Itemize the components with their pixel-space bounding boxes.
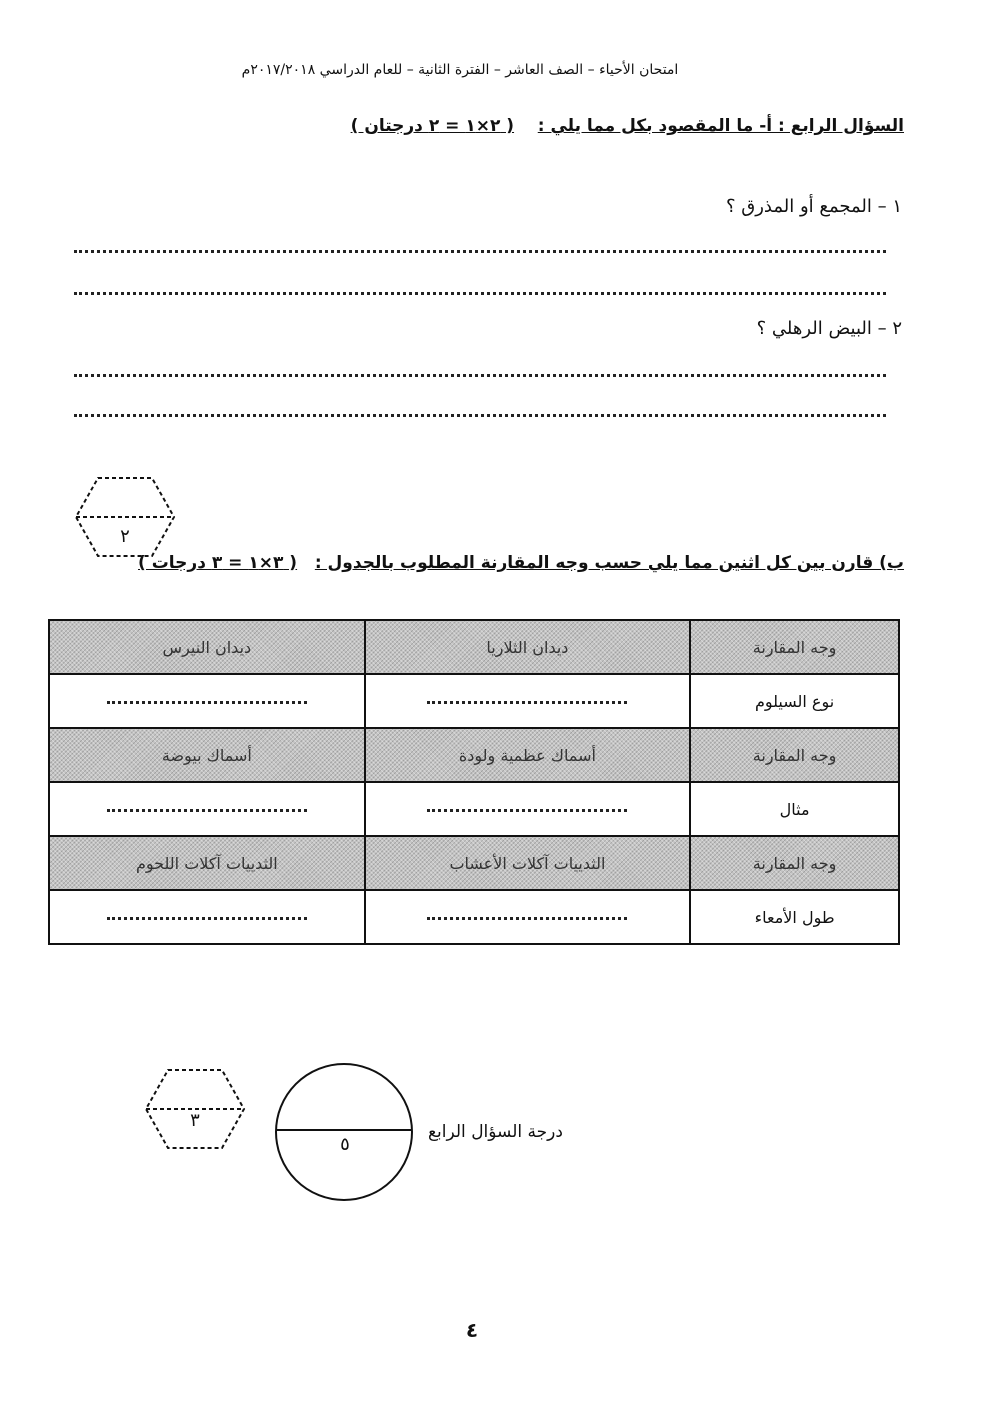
table-row xyxy=(49,890,899,944)
answer-cell[interactable] xyxy=(365,782,690,836)
answer-line[interactable] xyxy=(74,292,886,295)
answer-dotline xyxy=(427,809,627,812)
part-b-score: ٣ xyxy=(190,1110,200,1131)
row-label: وجه المقارنة xyxy=(690,728,899,782)
answer-line[interactable] xyxy=(74,414,886,417)
table-cell: ديدان النيرس xyxy=(49,620,365,674)
row-label: مثال xyxy=(690,782,899,836)
exam-header: امتحان الأحياء – الصف العاشر – الفترة الثانية – للعام الدراسي ٢٠١٧/٢٠١٨م xyxy=(241,62,679,78)
comparison-table xyxy=(48,619,900,945)
part-b-marks: ( ٣×١ = ٣ درجات ) xyxy=(138,553,298,573)
answer-line[interactable] xyxy=(74,250,886,253)
part-a-score: ٢ xyxy=(120,526,130,547)
total-score: ٥ xyxy=(340,1134,350,1155)
score-hexagon-part-a xyxy=(72,474,178,560)
table-row xyxy=(49,836,899,890)
row-label: نوع السيلوم xyxy=(690,674,899,728)
question-marks: ( ٢×١ = ٢ درجتان ) xyxy=(350,116,515,136)
table-row xyxy=(49,620,899,674)
item-2-label: ٢ – البيض الرهلي ؟ xyxy=(756,318,902,339)
answer-cell[interactable] xyxy=(365,890,690,944)
table-cell: الثدييات آكلات اللحوم xyxy=(49,836,365,890)
answer-dotline xyxy=(107,809,307,812)
table-row xyxy=(49,782,899,836)
answer-cell[interactable] xyxy=(49,782,365,836)
answer-cell[interactable] xyxy=(365,674,690,728)
table-cell: ديدان الثلاريا xyxy=(365,620,690,674)
part-b-title xyxy=(138,553,904,573)
table-cell: أسماك بيوضة xyxy=(49,728,365,782)
answer-cell[interactable] xyxy=(49,890,365,944)
question-title xyxy=(351,116,904,136)
answer-dotline xyxy=(427,917,627,920)
row-label: وجه المقارنة xyxy=(690,620,899,674)
row-label: طول الأمعاء xyxy=(690,890,899,944)
score-hexagon-part-b xyxy=(142,1066,248,1152)
table-cell: أسماك عظمية ولودة xyxy=(365,728,690,782)
page-number: ٤ xyxy=(465,1318,479,1342)
item-1-label: ١ – المجمع أو المذرق ؟ xyxy=(725,196,902,217)
table-cell: الثدييات آكلات الأعشاب xyxy=(365,836,690,890)
table-row xyxy=(49,674,899,728)
answer-dotline xyxy=(427,701,627,704)
answer-cell[interactable] xyxy=(49,674,365,728)
part-b-title-text: ب) قارن بين كل اثنين مما يلي حسب وجه المقارنة المطلوب بالجدول : xyxy=(314,553,904,573)
table-row xyxy=(49,728,899,782)
question-title-text: السؤال الرابع : أ- ما المقصود بكل مما يلي : xyxy=(537,116,904,136)
answer-dotline xyxy=(107,701,307,704)
answer-line[interactable] xyxy=(74,374,886,377)
row-label: وجه المقارنة xyxy=(690,836,899,890)
question-score-label: درجة السؤال الرابع xyxy=(428,1122,563,1142)
answer-dotline xyxy=(107,917,307,920)
total-score-circle xyxy=(272,1060,416,1204)
